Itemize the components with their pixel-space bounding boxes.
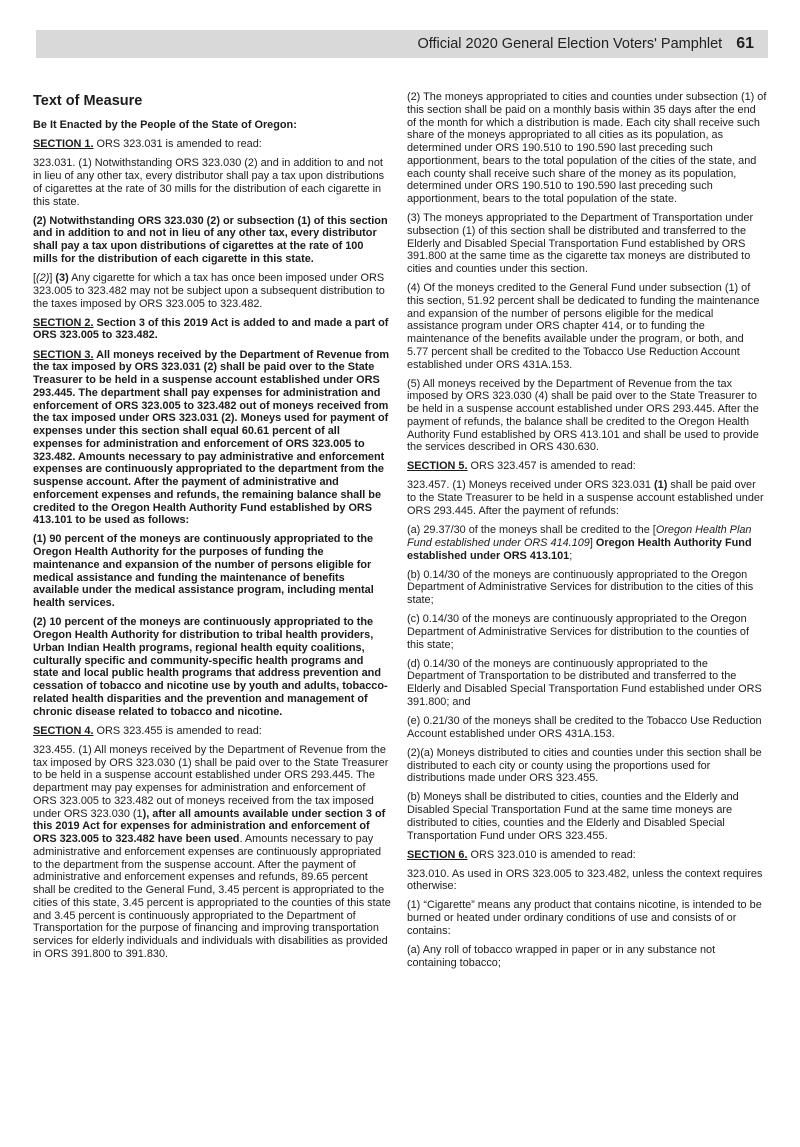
- page-header: [36, 30, 768, 58]
- paragraph: 323.010. As used in ORS 323.005 to 323.482, unless the context requires otherwise:: [407, 867, 763, 893]
- paragraph: (2)(a) Moneys distributed to cities and counties under this section shall be distributed to each city or county using the proportions used for distributions made under ORS 323.455.: [407, 746, 762, 785]
- section-4: SECTION 4. ORS 323.455 is amended to read:: [33, 724, 262, 737]
- paragraph: (b) 0.14/30 of the moneys are continuously appropriated to the Oregon Department of Administrative Services for distribution to the cities of this state;: [407, 568, 754, 607]
- enacting-clause: Be It Enacted by the People of the State of Oregon:: [33, 119, 297, 131]
- section-3-label: SECTION 3.: [33, 348, 94, 361]
- paragraph: (c) 0.14/30 of the moneys are continuously appropriated to the Oregon Department of Administrative Services for distribution to the counties of this state;: [407, 613, 750, 651]
- right-column: [407, 91, 767, 976]
- section-2: SECTION 2. Section 3 of this 2019 Act is added to and made a part of ORS 323.005 to 323.482.: [33, 316, 389, 342]
- section-1: SECTION 1. ORS 323.031 is amended to read:: [33, 138, 262, 151]
- section-4-label: SECTION 4.: [33, 724, 94, 737]
- paragraph: (3) The moneys appropriated to the Department of Transportation under subsection (1) of this section shall be distributed and transferred to the Elderly and Disabled Special Transportation Fund established by ORS 391.800 at the same time as the cigarette tax moneys are distributed to cities and counties under this section.: [407, 212, 754, 276]
- paragraph: 323.455. (1) All moneys received by the Department of Revenue from the tax imposed by ORS 323.030 (1) shall be paid over to the State Treasurer to be held in a suspense account established under ORS 293.445. The department may pay expenses for administration and enforcement of ORS 323.005 to 323.482 out of moneys received from the tax imposed under ORS 323.030 (1), after all amounts available under section 3 of this 2019 Act for expenses for administration and enforcement of ORS 323.005 to 323.482 have been used. Amounts necessary to pay administrative and enforcement expenses are continuously appropriated to the department from the suspense account. After the payment of administrative and enforcement expenses and refunds, 89.65 percent shall be credited to the General Fund, 3.45 percent is appropriated to the cities of this state, 3.45 percent is appropriated to the counties of this state and 3.45 percent is continuously appropriated to the Department of Transportation for the purpose of financing and improving transportation services for elderly individuals and individuals with disabilities as provided in ORS 391.800 to 391.830.: [33, 743, 391, 960]
- paragraph-new-text: (1) 90 percent of the moneys are continuously appropriated to the Oregon Health Authority for the purposes of funding the maintenance and expansion of the number of persons eligible for medical assistance and funding the maintenance of benefits available under the medical assistance program, including mental health services.: [33, 533, 374, 610]
- paragraph: (a) Any roll of tobacco wrapped in paper or in any substance not containing tobacco;: [407, 944, 716, 969]
- left-column: [33, 90, 391, 967]
- section-3: SECTION 3. All moneys received by the Department of Revenue from the tax imposed by ORS 323.031 (2) shall be paid over to the State Treasurer to be held in a suspense account established under ORS 293.445. The department shall pay expenses for administration and enforcement of ORS 323.005 to 323.482 out of moneys received from the tax imposed under ORS 323.031 (2). Moneys used for payment of expenses under this section shall equal 60.61 percent of all expenses for administration and enforcement of ORS 323.005 to 323.482. Amounts necessary to pay administrative and enforcement expenses are continuously appropriated to the department from the suspense account. After the payment of administrative and enforcement expenses and refunds, the remaining balance shall be credited to the Oregon Health Authority Fund established by ORS 413.101 to be used as follows:: [33, 348, 390, 527]
- measure-heading: Text of Measure: [33, 93, 143, 109]
- section-5-label: SECTION 5.: [407, 460, 468, 473]
- paragraph: (2) The moneys appropriated to cities and counties under subsection (1) of this section shall be paid on a monthly basis within 35 days after the end of the month for which a distribution is made. Each city shall receive such share of the moneys appropriated to all cities as its population, as determined under ORS 190.510 to 190.590 last preceding such apportionment, bears to the total population of the cities of the state, and each county shall receive such share of the money as its population, determined under ORS 190.510 to 190.590 last preceding such apportionment, bears to the total population of the state.: [407, 91, 767, 205]
- paragraph: [(2)] (3) Any cigarette for which a tax has once been imposed under ORS 323.005 to 323.482 may not be subject upon a subsequent distribution to the taxes imposed by ORS 323.005 to 323.482.: [33, 272, 385, 310]
- paragraph: (5) All moneys received by the Department of Revenue from the tax imposed by ORS 323.030 (4) shall be paid over to the State Treasurer to be held in a suspense account established under ORS 293.445. After the payment of refunds, the balance shall be credited to the Oregon Health Authority Fund established by ORS 413.101 and shall be used to provide the services described in ORS 430.630.: [407, 377, 759, 454]
- paragraph: (4) Of the moneys credited to the General Fund under subsection (1) of this section, 51.92 percent shall be dedicated to funding the maintenance and expansion of the number of persons eligible for the medical assistance program under ORS chapter 414, or to funding the maintenance of the benefits available under the program, or both, and 5.77 percent shall be credited to the Tobacco Use Reduction Account established under ORS 431A.153.: [407, 282, 760, 371]
- section-2-label: SECTION 2.: [33, 316, 94, 329]
- section-6-label: SECTION 6.: [407, 848, 468, 861]
- paragraph: 323.457. (1) Moneys received under ORS 323.031 (1) shall be paid over to the State Treasurer to be held in a suspense account established under ORS 293.445. After the payment of refunds:: [407, 479, 764, 517]
- paragraph-new-text: (2) Notwithstanding ORS 323.030 (2) or subsection (1) of this section and in addition to and not in lieu of any other tax, every distributor shall pay a tax upon distributions of cigarettes at the rate of 100 mills for the distribution of each cigarette in this state.: [33, 214, 388, 265]
- paragraph-new-text: (2) 10 percent of the moneys are continuously appropriated to the Oregon Health Authority for distribution to tribal health providers, Urban Indian Health programs, regional health equity coalitions, culturally specific and community-specific health programs and state and local public health programs that address prevention and cessation of tobacco and nicotine use by youth and adults, tobacco-related health disparities and the prevention and management of chronic disease related to tobacco and nicotine.: [33, 616, 388, 718]
- section-5: SECTION 5. ORS 323.457 is amended to read:: [407, 460, 636, 473]
- paragraph: (e) 0.21/30 of the moneys shall be credited to the Tobacco Use Reduction Account established under ORS 431A.153.: [407, 714, 762, 740]
- paragraph: (1) “Cigarette” means any product that contains nicotine, is intended to be burned or heated under ordinary conditions of use and consists of or contains:: [407, 899, 762, 937]
- paragraph: 323.031. (1) Notwithstanding ORS 323.030 (2) and in addition to and not in lieu of any other tax, every distributor shall pay a tax upon distributions of cigarettes at the rate of 30 mills for the distribution of each cigarette in this state.: [33, 157, 385, 208]
- page-number: 61: [736, 35, 754, 52]
- paragraph: (a) 29.37/30 of the moneys shall be credited to the [Oregon Health Plan Fund established under ORS 414.109] Oregon Health Authority Fund established under ORS 413.101;: [407, 524, 752, 562]
- pamphlet-title: Official 2020 General Election Voters' Pamphlet: [417, 36, 723, 52]
- paragraph: (b) Moneys shall be distributed to cities, counties and the Elderly and Disabled Special Transportation Fund at the same time moneys are distributed to cities, counties and the Elderly and Disabled Special Transportation Fund under ORS 323.455.: [407, 791, 739, 842]
- paragraph: (d) 0.14/30 of the moneys are continuously appropriated to the Department of Transportation to be distributed and transferred to the Elderly and Disabled Special Transportation Fund established under ORS 391.800; and: [407, 657, 762, 708]
- section-6: SECTION 6. ORS 323.010 is amended to read:: [407, 848, 636, 861]
- section-1-label: SECTION 1.: [33, 138, 94, 151]
